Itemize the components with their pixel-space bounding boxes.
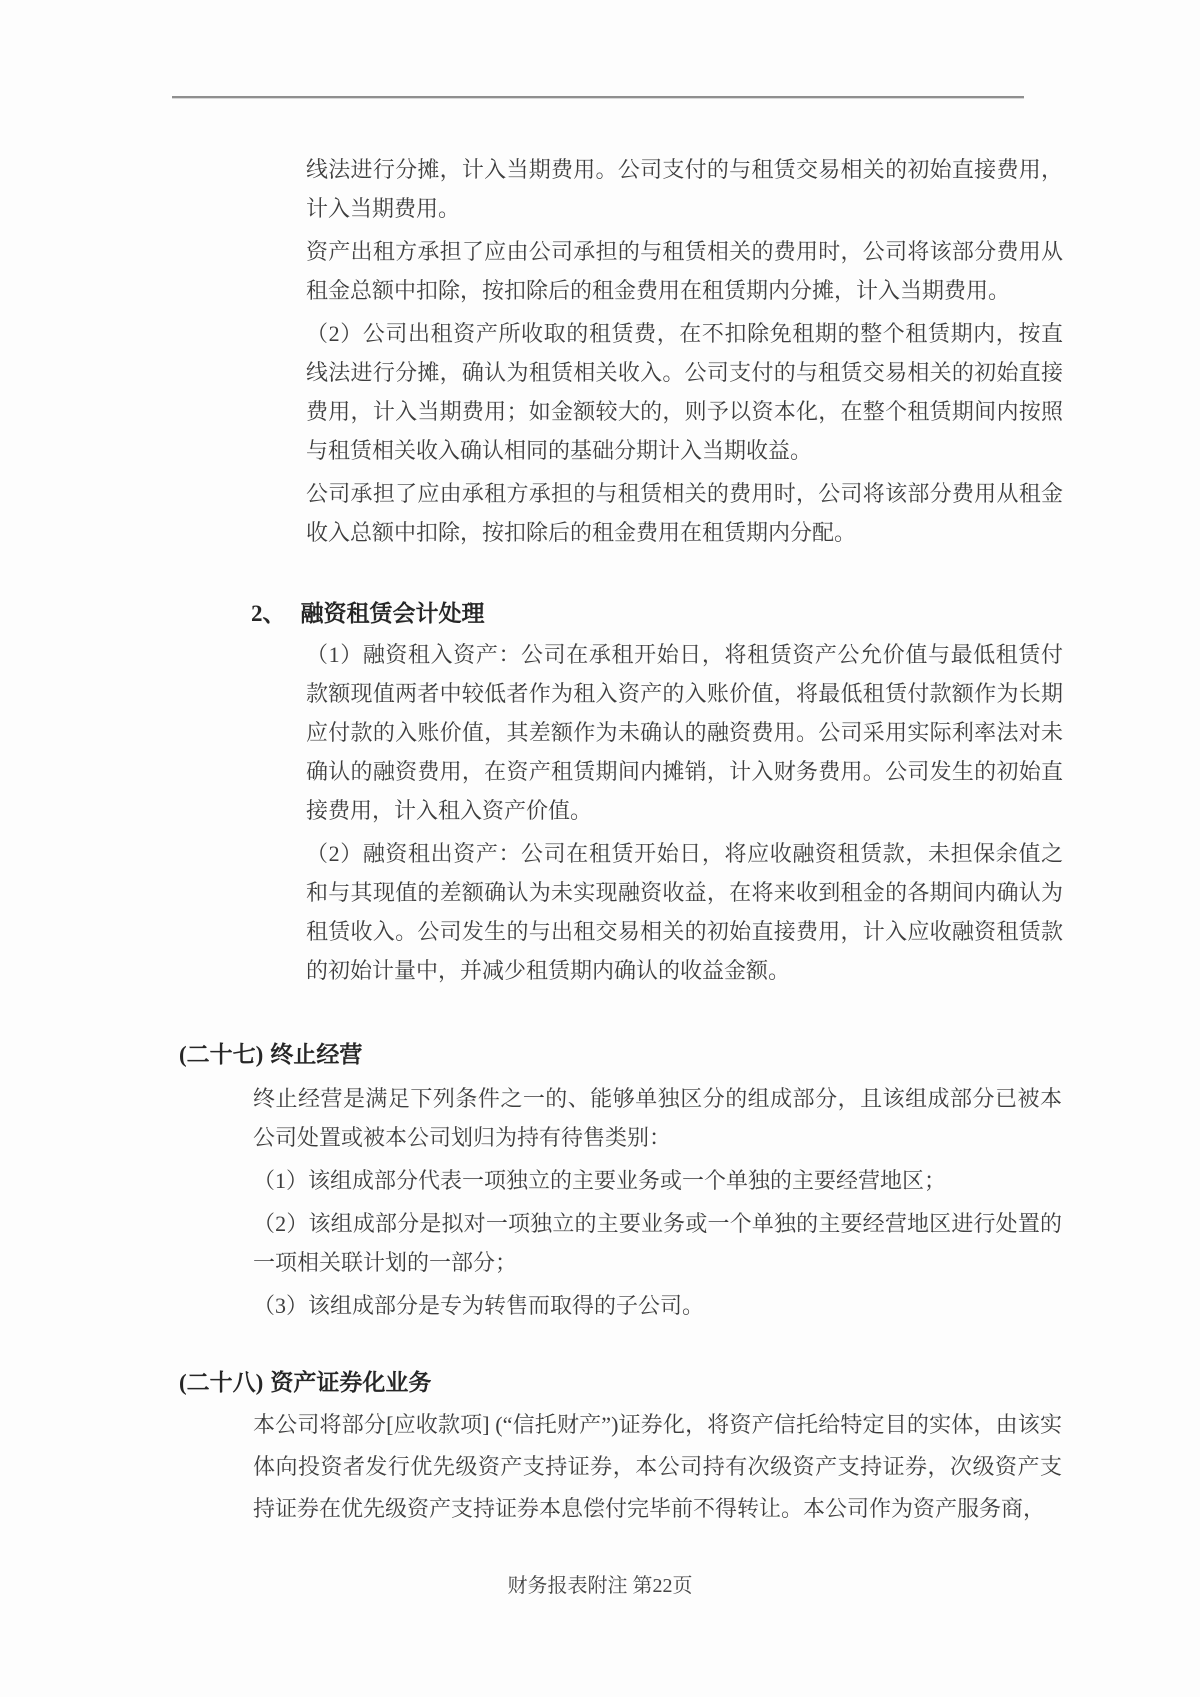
- section-label: (二十八): [179, 1370, 264, 1395]
- section-heading-28: [179, 1363, 431, 1402]
- paragraph: （3）该组成部分是专为转售而取得的子公司。: [253, 1293, 705, 1318]
- header-divider-line: [172, 96, 1024, 99]
- paragraph: 线法进行分摊，计入当期费用。公司支付的与租赁交易相关的初始直接费用，计入当期费用。: [306, 157, 1063, 221]
- paragraph: （1）融资租入资产：公司在承租开始日，将租赁资产公允价值与最低租赁付款额现值两者中较低者作为租入资产的入账价值，将最低租赁付款额作为长期应付款的入账价值，其差额作为未确认的融资费用。公司采用实际利率法对未确认的融资费用，在资产租赁期间内摊销，计入财务费用。公司发生的初始直接费用，计入租入资产价值。: [306, 642, 1063, 823]
- asset-securitization-block: [253, 1404, 1062, 1530]
- paragraph: 终止经营是满足下列条件之一的、能够单独区分的组成部分，且该组成部分已被本公司处置或被本公司划归为持有待售类别：: [253, 1086, 1062, 1150]
- section-label: (二十七): [179, 1042, 264, 1067]
- section-title: 终止经营: [270, 1042, 363, 1067]
- operating-lease-continuation-block: [306, 150, 1063, 552]
- subsection-number: 2、: [251, 601, 286, 626]
- section-title: 资产证券化业务: [270, 1370, 432, 1395]
- paragraph: 公司承担了应由承租方承担的与租赁相关的费用时，公司将该部分费用从租金收入总额中扣除，按扣除后的租金费用在租赁期内分配。: [306, 481, 1063, 545]
- paragraph: 本公司将部分[应收款项] (“信托财产”)证券化，将资产信托给特定目的实体，由该实体向投资者发行优先级资产支持证券，本公司持有次级资产支持证券，次级资产支持证券在优先级资产支持证券本息偿付完毕前不得转让。本公司作为资产服务商，: [253, 1412, 1062, 1521]
- subsection-title: 融资租赁会计处理: [300, 601, 485, 626]
- paragraph: （1）该组成部分代表一项独立的主要业务或一个单独的主要经营地区；: [253, 1168, 947, 1193]
- section-heading-27: [179, 1035, 362, 1074]
- discontinued-operations-block: [253, 1079, 1062, 1325]
- finance-lease-block: [306, 635, 1063, 990]
- paragraph: 资产出租方承担了应由公司承担的与租赁相关的费用时，公司将该部分费用从租金总额中扣除，按扣除后的租金费用在租赁期内分摊，计入当期费用。: [306, 239, 1063, 303]
- paragraph: （2）融资租出资产：公司在租赁开始日，将应收融资租赁款，未担保余值之和与其现值的差额确认为未实现融资收益，在将来收到租金的各期间内确认为租赁收入。公司发生的与出租交易相关的初始直接费用，计入应收融资租赁款的初始计量中，并减少租赁期内确认的收益金额。: [306, 841, 1063, 983]
- subsection-heading-finance-lease: [251, 594, 485, 633]
- page-footer: 财务报表附注 第22页: [507, 1575, 693, 1597]
- paragraph: （2）该组成部分是拟对一项独立的主要业务或一个单独的主要经营地区进行处置的一项相关联计划的一部分；: [253, 1211, 1062, 1275]
- paragraph: （2）公司出租资产所收取的租赁费，在不扣除免租期的整个租赁期内，按直线法进行分摊，确认为租赁相关收入。公司支付的与租赁交易相关的初始直接费用，计入当期费用；如金额较大的，则予以资本化，在整个租赁期间内按照与租赁相关收入确认相同的基础分期计入当期收益。: [306, 321, 1063, 463]
